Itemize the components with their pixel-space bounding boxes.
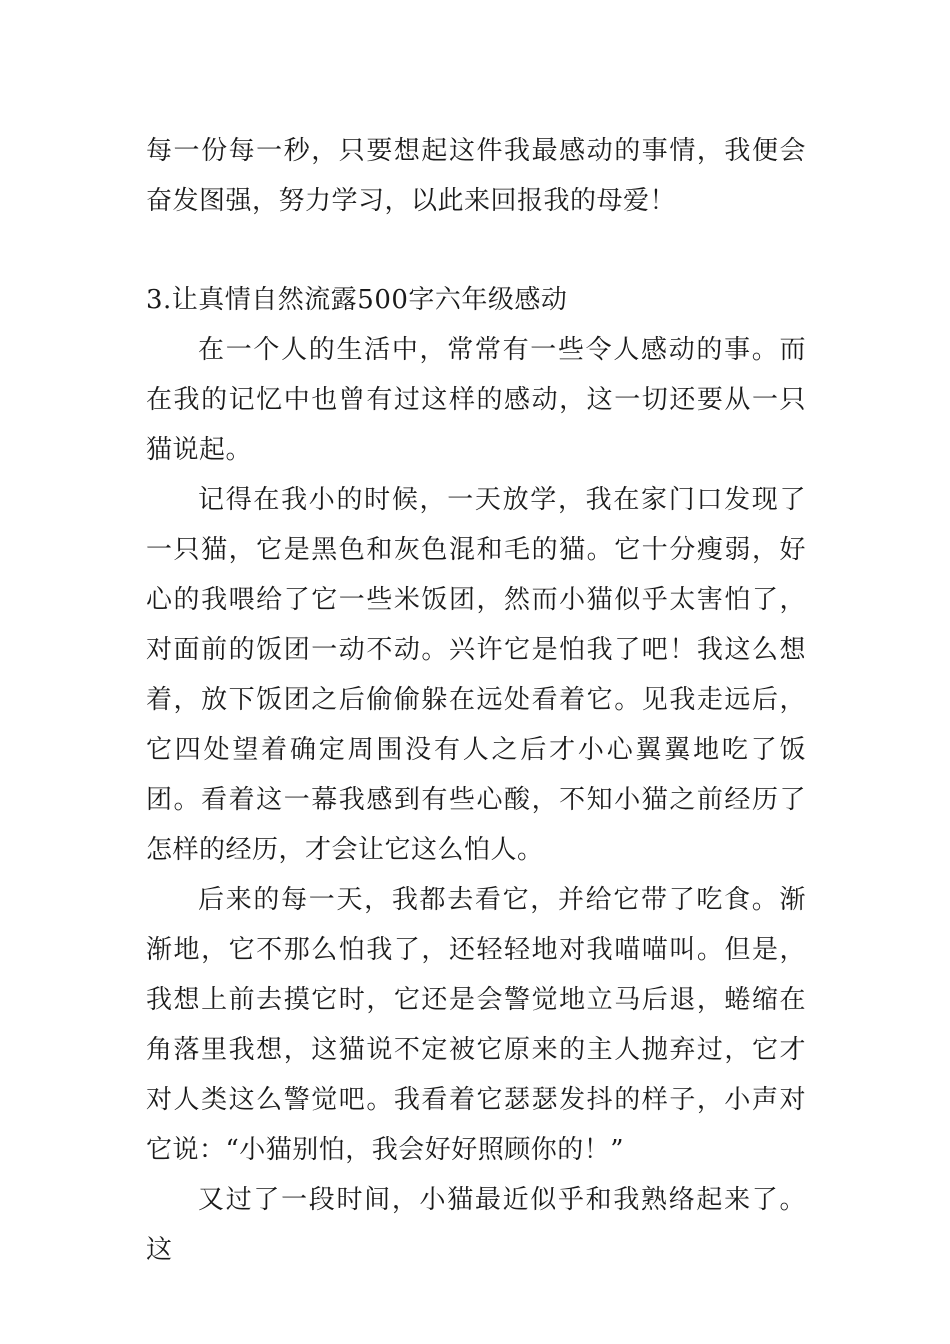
paragraph-3: 后来的每一天，我都去看它，并给它带了吃食。渐渐地，它不那么怕我了，还轻轻地对我喵喵叫。但是，我想上前去摸它时，它还是会警觉地立马后退，蜷缩在角落里我想，这猫说不定被它原来的主人抛弃过，它才对人类这么警觉吧。我看着它瑟瑟发抖的样子，小声对它说：“小猫别怕，我会好好照顾你的！” [146, 885, 806, 1165]
paragraph-2: 记得在我小的时候，一天放学，我在家门口发现了一只猫，它是黑色和灰色混和毛的猫。它十分瘦弱，好心的我喂给了它一些米饭团，然而小猫似乎太害怕了，对面前的饭团一动不动。兴许它是怕我了吧！我这么想着，放下饭团之后偷偷躲在远处看着它。见我走远后，它四处望着确定周围没有人之后才小心翼翼地吃了饭团。看着这一幕我感到有些心酸，不知小猫之前经历了怎样的经历，才会让它这么怕人。 [146, 485, 806, 865]
essay-section [146, 275, 806, 1275]
paragraph-1: 在一个人的生活中，常常有一些令人感动的事。而在我的记忆中也曾有过这样的感动，这一切还要从一只猫说起。 [146, 335, 806, 465]
section-title: 3.让真情自然流露500字六年级感动 [146, 285, 568, 315]
continued-paragraph: 每一份每一秒，只要想起这件我最感动的事情，我便会奋发图强，努力学习，以此来回报我的母爱！ [146, 136, 806, 216]
paragraph-4: 又过了一段时间，小猫最近似乎和我熟络起来了。这 [146, 1185, 806, 1265]
